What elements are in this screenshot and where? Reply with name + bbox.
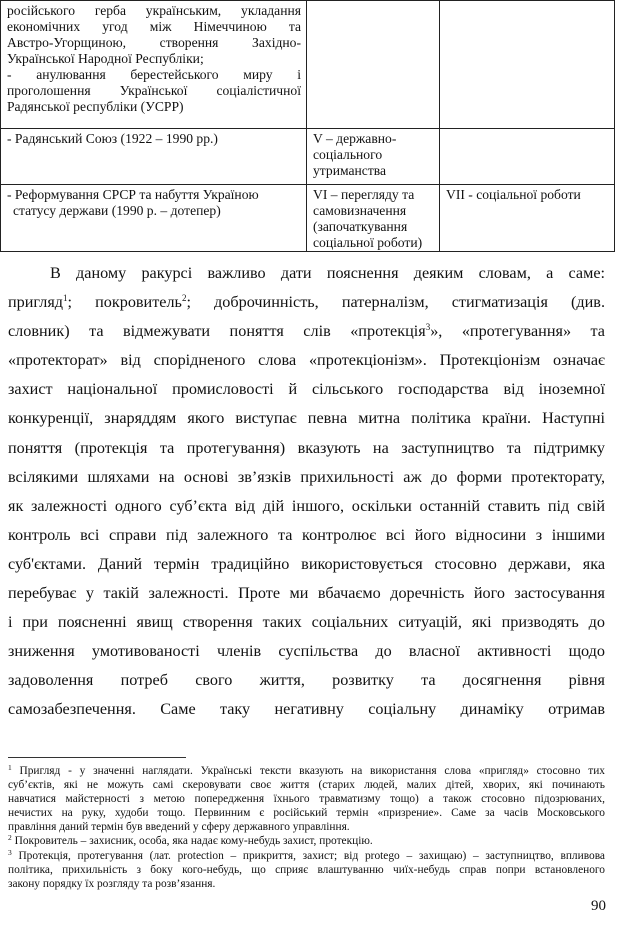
- cell-line: Української Народної Республіки;: [7, 51, 204, 66]
- table-cell-stage-next: VII - соціальної роботи: [440, 185, 615, 252]
- table-cell-stage: [307, 129, 440, 185]
- body-line: конкуренції, знаряддям якого виступає певна митна політика країни. Наступні: [8, 409, 605, 428]
- footnote-separator: [8, 757, 186, 758]
- body-line: поняття (протекція та протегування) вказують на заступництво та підтримку: [8, 438, 605, 457]
- footnote-ref-3[interactable]: 3: [425, 322, 431, 333]
- cell-line: утриманства: [313, 163, 387, 178]
- body-line: «протекторат» від спорідненого слова «протекціонізм». Протекціонізм означає: [8, 351, 605, 370]
- cell-line: VI – перегляду та: [313, 187, 415, 202]
- table-row: [1, 1, 615, 129]
- cell-line: самовизначення: [313, 203, 407, 218]
- table-cell-stage-next: [440, 1, 615, 129]
- body-line: самозабезпечення. Саме таку негативну соціальну динаміку отримав: [8, 700, 605, 719]
- body-line: зниження умотивованості членів суспільства до власної активності щодо: [8, 642, 605, 661]
- body-line: захист національної промисловості й сільського господарства від іноземної: [8, 380, 605, 399]
- cell-line: статусу держави (1990 р. – дотепер): [13, 203, 221, 218]
- footnote-line: суб’єктів, які не можуть самі скеровувати своє життя (старих людей, малих дітей, хворих, які починають: [8, 779, 605, 792]
- cell-line: проголошення Української соціалістичної: [7, 83, 301, 98]
- cell-line: (започаткування: [313, 219, 408, 234]
- body-line: перебуває у такій залежності. Проте ми вбачаємо доречність його застосування: [8, 584, 605, 603]
- table-cell-stage-next: [440, 129, 615, 185]
- body-line: пригляд$^1$; покровитель$^2$; доброчинність, патерналізм, стигматизація (див.: [8, 293, 605, 312]
- footnotes: [8, 764, 605, 891]
- cell-line: російського герба українським, укладання: [7, 3, 301, 18]
- footnote-1: $^1$ Пригляд - у значенні наглядати. Українські тексти вказують на використання слова «пригляд» стосовно тих: [8, 763, 605, 777]
- cell-line: - Радянський Союз (1922 – 1990 рр.): [7, 131, 218, 146]
- footnote-2: $^2$ Покровитель – захисник, особа, яка надає кому-небудь захист, протекцію.: [8, 833, 373, 848]
- body-line: суб'єктами. Даний термін традиційно використовується стосовно держави, яка: [8, 554, 605, 573]
- table-row: [1, 185, 615, 252]
- footnote-line: правління даний термін був введений у сферу державного управління.: [8, 821, 350, 834]
- body-paragraph: [8, 259, 605, 725]
- cell-line: економічних угод між Німеччиною та: [7, 19, 301, 34]
- table-cell-period: [1, 185, 307, 252]
- cell-line: - Реформування СРСР та набуття Україною: [7, 187, 259, 202]
- body-line: всілякими шляхами на основі зв’язків прихильності аж до форми протекторату,: [8, 467, 605, 486]
- footnote-line: нечистих на руку, худоби тощо. Первинним є російський термін «призрение». Саме за часів Московського: [8, 807, 605, 820]
- footnote-line: політика, прихильність з боку кого-небудь, що сприяє влаштуванню чиїх-небудь справ попри встановленого: [8, 863, 605, 876]
- table-cell-period: [1, 129, 307, 185]
- page-number: 90: [591, 898, 606, 914]
- footnote-ref-2[interactable]: 2: [181, 293, 187, 304]
- table-cell-stage: [307, 185, 440, 252]
- footnote-ref-1[interactable]: 1: [63, 293, 68, 304]
- table-row: [1, 129, 615, 185]
- body-line: словник) та відмежувати поняття слів «протекція$^3$», «протегування» та: [8, 322, 605, 341]
- cell-line: соціальної роботи): [313, 235, 423, 250]
- footnote-3: $^3$ Протекція, протегування (лат. protection – прикриття, захист; від protego – захищаю) – заступництво, впливова: [8, 847, 605, 862]
- cell-line: - анулювання берестейського миру і: [7, 67, 301, 82]
- cell-line: V – державно-: [313, 131, 397, 146]
- body-line: як залежності одного суб’єкта від дій іншого, оскільки останній ставить під свій: [8, 496, 605, 515]
- cell-line: соціального: [313, 147, 383, 162]
- history-table: [0, 0, 615, 252]
- body-line: В даному ракурсі важливо дати пояснення деяким словам, а саме:: [50, 264, 605, 282]
- table-cell-period: [1, 1, 307, 129]
- table-cell-stage: [307, 1, 440, 129]
- cell-line: Радянської республіки (УСРР): [7, 99, 184, 114]
- body-line: і при поясненні явищ створення таких соціальних ситуацій, які призводять до: [8, 613, 605, 632]
- footnote-line: закону порядку їх розгляду та розв’язання.: [8, 877, 216, 890]
- cell-line: Австро-Угорщиною, створення Західно-: [7, 35, 301, 50]
- body-line: контроль всі справи під залежного та контролює всі його відносини з іншими: [8, 525, 605, 544]
- footnote-line: навчатися майстерності з метою попередження їхнього травматизму тощо) а також стосовно підозрюваних,: [8, 793, 605, 806]
- body-line: задоволення потреб свого життя, розвитку та досягнення рівня: [8, 671, 605, 690]
